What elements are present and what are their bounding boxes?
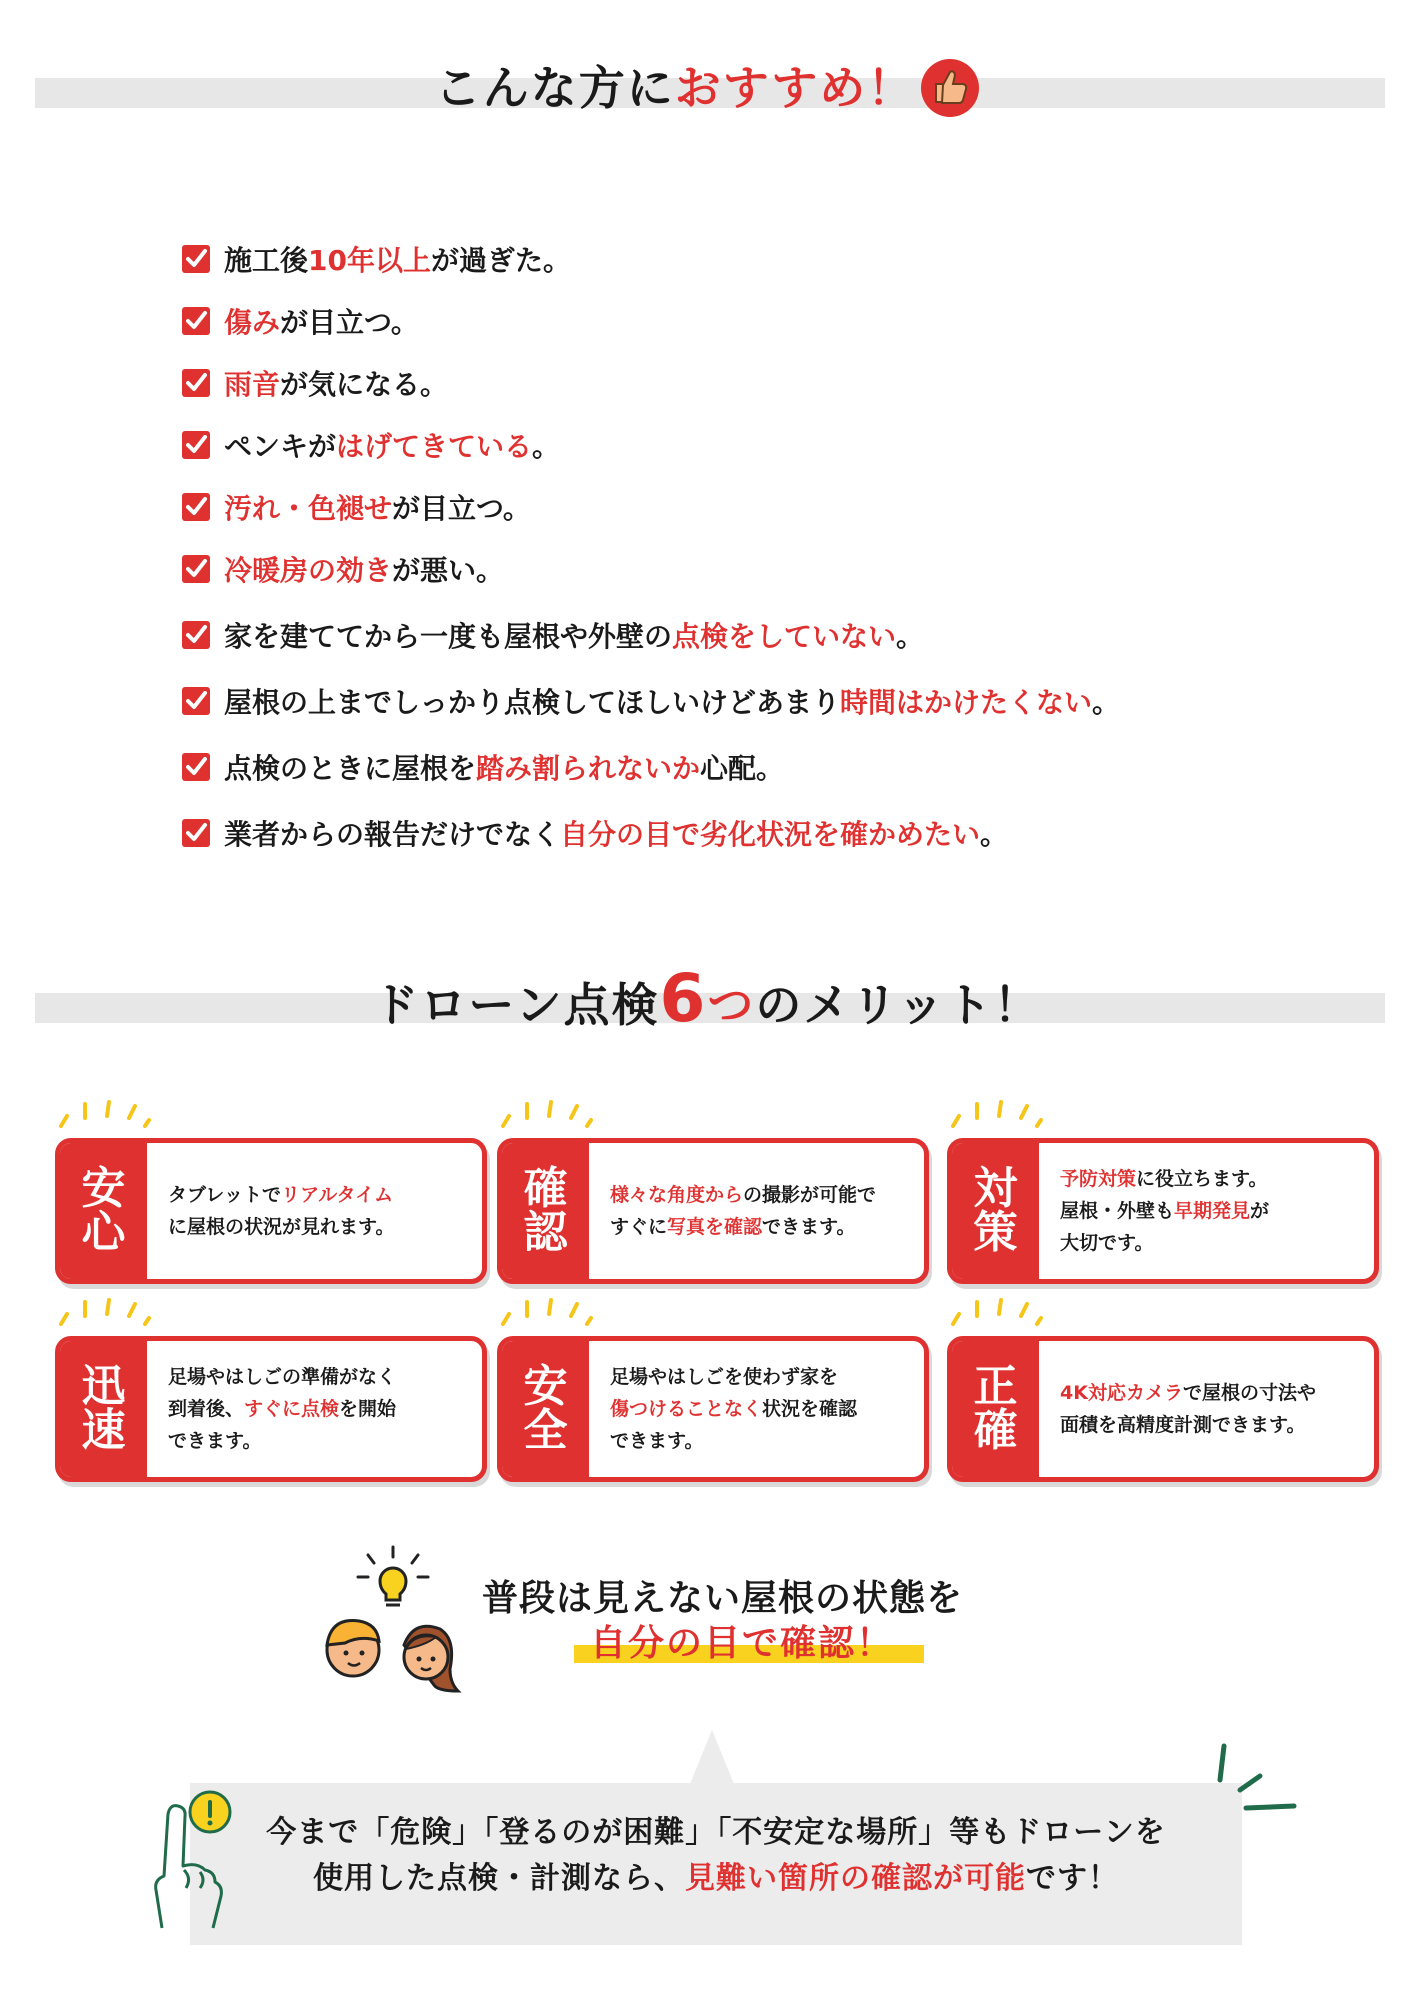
merit-tag: 安 心	[60, 1143, 147, 1279]
sparkle-rays-icon	[55, 1096, 151, 1132]
sparkle-rays-icon	[947, 1096, 1043, 1132]
merit-line: タブレットでリアルタイム	[168, 1184, 394, 1206]
checkmark-icon	[182, 307, 210, 335]
merit-line: 面積を高精度計測できます。	[1060, 1414, 1306, 1436]
merit-tag: 正 確	[952, 1341, 1039, 1477]
promo-line1: 普段は見えない屋根の状態を	[482, 1578, 964, 1619]
checkmark-icon	[182, 555, 210, 583]
merit-tag: 対 策	[952, 1143, 1039, 1279]
recommend-checklist	[182, 228, 1120, 864]
checkmark-icon	[182, 819, 210, 847]
merit-line: すぐに写真を確認できます。	[610, 1216, 856, 1238]
checklist-item-text: 雨音が気になる。	[224, 368, 449, 401]
recommend-title: こんな方におすすめ！	[0, 52, 1414, 121]
checklist-item	[182, 414, 1120, 476]
checklist-item-text: 業者からの報告だけでなく自分の目で劣化状況を確かめたい。	[224, 818, 1009, 851]
checkmark-icon	[182, 753, 210, 781]
merit-description	[610, 1143, 916, 1279]
merit-line: に屋根の状況が見れます。	[168, 1216, 395, 1238]
checklist-item-text: 屋根の上までしっかり点検してほしいけどあまり時間はかけたくない。	[224, 686, 1121, 719]
checklist-item	[182, 736, 1120, 798]
merit-card	[497, 1336, 929, 1482]
merit-description	[168, 1143, 474, 1279]
checklist-item	[182, 228, 1120, 290]
checklist-item-text: ペンキがはげてきている。	[224, 430, 561, 463]
bubble-tail	[690, 1730, 734, 1784]
emphasis-lines	[1210, 1740, 1300, 1820]
checklist-item	[182, 670, 1120, 732]
note-text: 今まで「危険」「登るのが困難」「不安定な場所」等もドローンを 使用した点検・計測なら、見難い箇所の確認が可能です！	[266, 1815, 1166, 1896]
checkmark-icon	[182, 493, 210, 521]
merit-line: 屋根・外壁も早期発見が	[1060, 1200, 1270, 1222]
merit-tag: 安 全	[502, 1341, 589, 1477]
merit-card	[947, 1336, 1379, 1482]
checkmark-icon	[182, 687, 210, 715]
merit-line: 傷つけることなく状況を確認	[610, 1398, 858, 1420]
merit-description	[610, 1341, 916, 1477]
merit-card	[947, 1138, 1379, 1284]
merit-line: 足場やはしごの準備がなく	[168, 1366, 397, 1388]
merits-title: ドローン点検6つのメリット！	[372, 960, 1042, 1037]
merit-line: 大切です。	[1060, 1232, 1154, 1254]
sparkle-rays-icon	[497, 1096, 593, 1132]
checklist-item-text: 傷みが目立つ。	[224, 306, 419, 339]
merit-line: 足場やはしごを使わず家を	[610, 1366, 839, 1388]
sparkle-rays-icon	[55, 1294, 151, 1330]
checklist-item-text: 点検のときに屋根を踏み割られないか心配。	[224, 752, 785, 785]
checkmark-icon	[182, 431, 210, 459]
checklist-item-text: 施工後10年以上が過ぎた。	[224, 244, 571, 277]
merit-line: 4K対応カメラで屋根の寸法や	[1060, 1382, 1316, 1404]
merit-line: できます。	[168, 1430, 262, 1452]
merit-description	[168, 1341, 474, 1477]
merit-description	[1060, 1341, 1366, 1477]
merit-description	[1060, 1143, 1366, 1279]
merit-tag: 迅 速	[60, 1341, 147, 1477]
checklist-item	[182, 538, 1120, 600]
checklist-item	[182, 802, 1120, 864]
checklist-item	[182, 352, 1120, 414]
checklist-item	[182, 290, 1120, 352]
checkmark-icon	[182, 369, 210, 397]
thumbs-up-icon	[921, 59, 979, 117]
checklist-item	[182, 604, 1120, 666]
checklist-item-text: 家を建ててから一度も屋根や外壁の点検をしていない。	[224, 620, 925, 653]
checklist-item-text: 汚れ・色褪せが目立つ。	[224, 492, 531, 525]
sparkle-rays-icon	[497, 1294, 593, 1330]
merit-tag: 確 認	[502, 1143, 589, 1279]
merit-card	[55, 1336, 487, 1482]
people-idea-icon	[318, 1545, 468, 1695]
checklist-item-text: 冷暖房の効きが悪い。	[224, 554, 505, 587]
merit-line: 様々な角度からの撮影が可能で	[610, 1184, 877, 1206]
checkmark-icon	[182, 245, 210, 273]
merit-line: できます。	[610, 1430, 704, 1452]
merit-card	[497, 1138, 929, 1284]
checkmark-icon	[182, 621, 210, 649]
checklist-item	[182, 476, 1120, 538]
merit-line: 予防対策に役立ちます。	[1060, 1168, 1268, 1190]
merit-card	[55, 1138, 487, 1284]
promo-line2: 自分の目で確認！	[590, 1623, 895, 1664]
sparkle-rays-icon	[947, 1294, 1043, 1330]
merit-line: 到着後、すぐに点検を開始	[168, 1398, 397, 1420]
